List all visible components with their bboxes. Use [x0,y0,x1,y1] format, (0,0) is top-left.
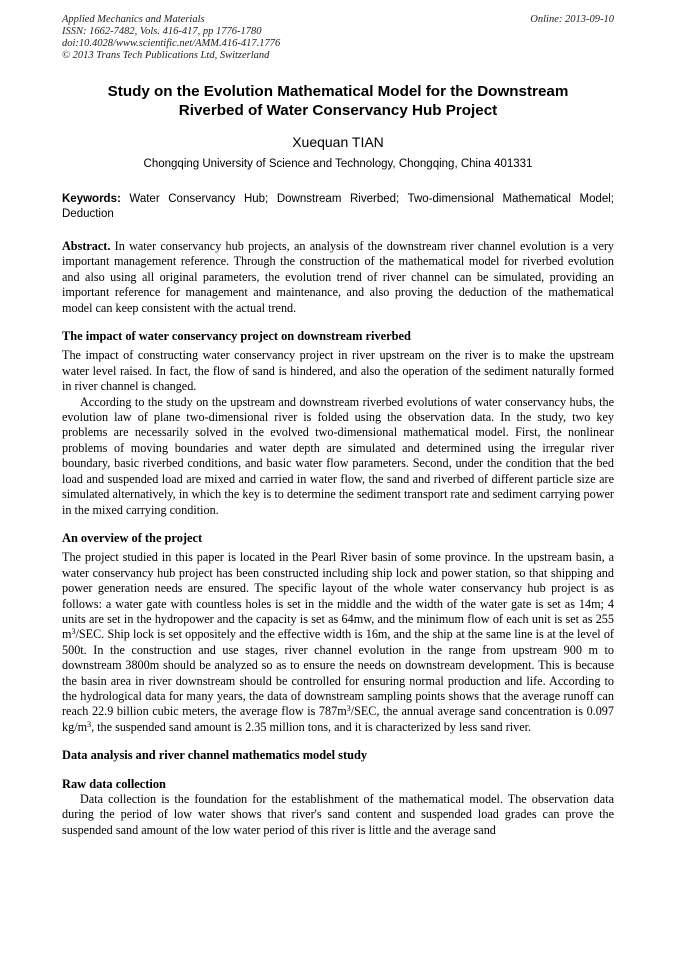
title-line-2: Riverbed of Water Conservancy Hub Project [178,102,498,119]
overview-text-a: The project studied in this paper is located in the Pearl River basin of some province. In the upstream basin, a water conservancy hub project has been constructed including ship lock and power station, so that shipping and power generation needs are ensured. The specific layout of the whole water conservancy hub project is as follows: a water gate with countless holes is set in the middle and the width of the water gate is set as 14m; 4 units are set in the hydropower and the capacity is set as 64mw, and the minimum flow of each unit is set as 255 m [62,550,614,642]
superscript-3: 3 [71,627,76,637]
copyright-line: © 2013 Trans Tech Publications Ltd, Switzerland [62,50,270,61]
abstract [62,239,614,316]
abstract-label: Abstract. [62,239,111,253]
paper-title [62,82,614,120]
author-name: Xuequan TIAN [292,134,384,150]
abstract-text: In water conservancy hub projects, an analysis of the downstream river channel evolution is a very important management reference. Through the construction of the mathematical model for riverbed evolution and also using all original parameters, the evolution trend of river channel can be simulated, providing an important reference for management and maintenance, and also proving the deduction of the mathematical model can keep consistent with the actual trend. [62,239,615,315]
keywords [62,192,614,222]
raw-data-paragraph: Data collection is the foundation for the establishment of the mathematical model. The observation data during the period of low water shows that river's sand content and suspended load grades can prove the suspended sand amount of the low water period of this river is little and the average sand [62,792,614,837]
title-line-1: Study on the Evolution Mathematical Model for the Downstream [107,83,569,100]
journal-name: Applied Mechanics and Materials [62,14,205,25]
keywords-text: Water Conservancy Hub; Downstream Riverbed; Two-dimensional Mathematical Model; Deduction [62,193,615,220]
superscript-3: 3 [346,704,351,714]
overview-text-d: , the suspended sand amount is 2.35 million tons, and it is characterized by less sand river. [91,719,532,734]
overview-paragraph [62,550,614,735]
author-affiliation: Chongqing University of Science and Technology, Chongqing, China 401331 [143,158,533,170]
overview-text-c: /SEC, the annual average sand concentration is 0.097 kg/m [62,704,614,734]
overview-text-b: /SEC. Ship lock is set oppositely and the effective width is 16m, and the ship at the same line is at the level of 500t. In the construction and use stages, river channel evolution in the range from upstream 900 m to downstream 3800m should be analyzed so as to ensure the needs on downstream development. This is because the basin area in river downstream should be controlled for ensuring normal production and life. According to the hydrological data for many years, the data of downstream sampling points shows that the average runoff can reach 22.9 billion cubic meters, the average flow is 787m [62,627,614,719]
doi-line: doi:10.4028/www.scientific.net/AMM.416-417.1776 [62,38,281,49]
impact-paragraph-1: The impact of constructing water conservancy project in river upstream on the river is to make the upstream water level raised. In fact, the flow of sand is hindered, and also the operation of the sediment naturally formed in river channel is changed. [62,348,614,394]
section-heading-data-analysis: Data analysis and river channel mathematics model study [62,748,368,763]
online-date: Online: 2013-09-10 [530,14,614,25]
journal-header [62,14,614,62]
keywords-label: Keywords: [62,193,121,205]
impact-paragraph-2: According to the study on the upstream and downstream riverbed evolutions of water conservancy hubs, the evolution law of plane two-dimensional river is folded using the observation data. In the study, two key problems are necessarily solved in the evolved two-dimensional mathematical model. First, the nonlinear problems of moving boundaries and water depth are simulated and determined using the irregular river boundary, basic riverbed conditions, and basic water flow parameters. Second, under the condition that the bed load and suspended load are mixed and carried in water flow, the sand and riverbed of different particle size are simulated alternatively, in which the key is to determine the sediment transport rate and sediment carrying power in the mixed carrying condition. [62,394,614,517]
section-heading-impact: The impact of water conservancy project on downstream riverbed [62,329,411,344]
section-heading-overview: An overview of the project [62,530,203,545]
subsection-heading-raw-data: Raw data collection [62,776,166,791]
paper-body [62,239,614,838]
issn-line: ISSN: 1662-7482, Vols. 416-417, pp 1776-1780 [62,26,262,37]
superscript-3: 3 [87,719,92,729]
